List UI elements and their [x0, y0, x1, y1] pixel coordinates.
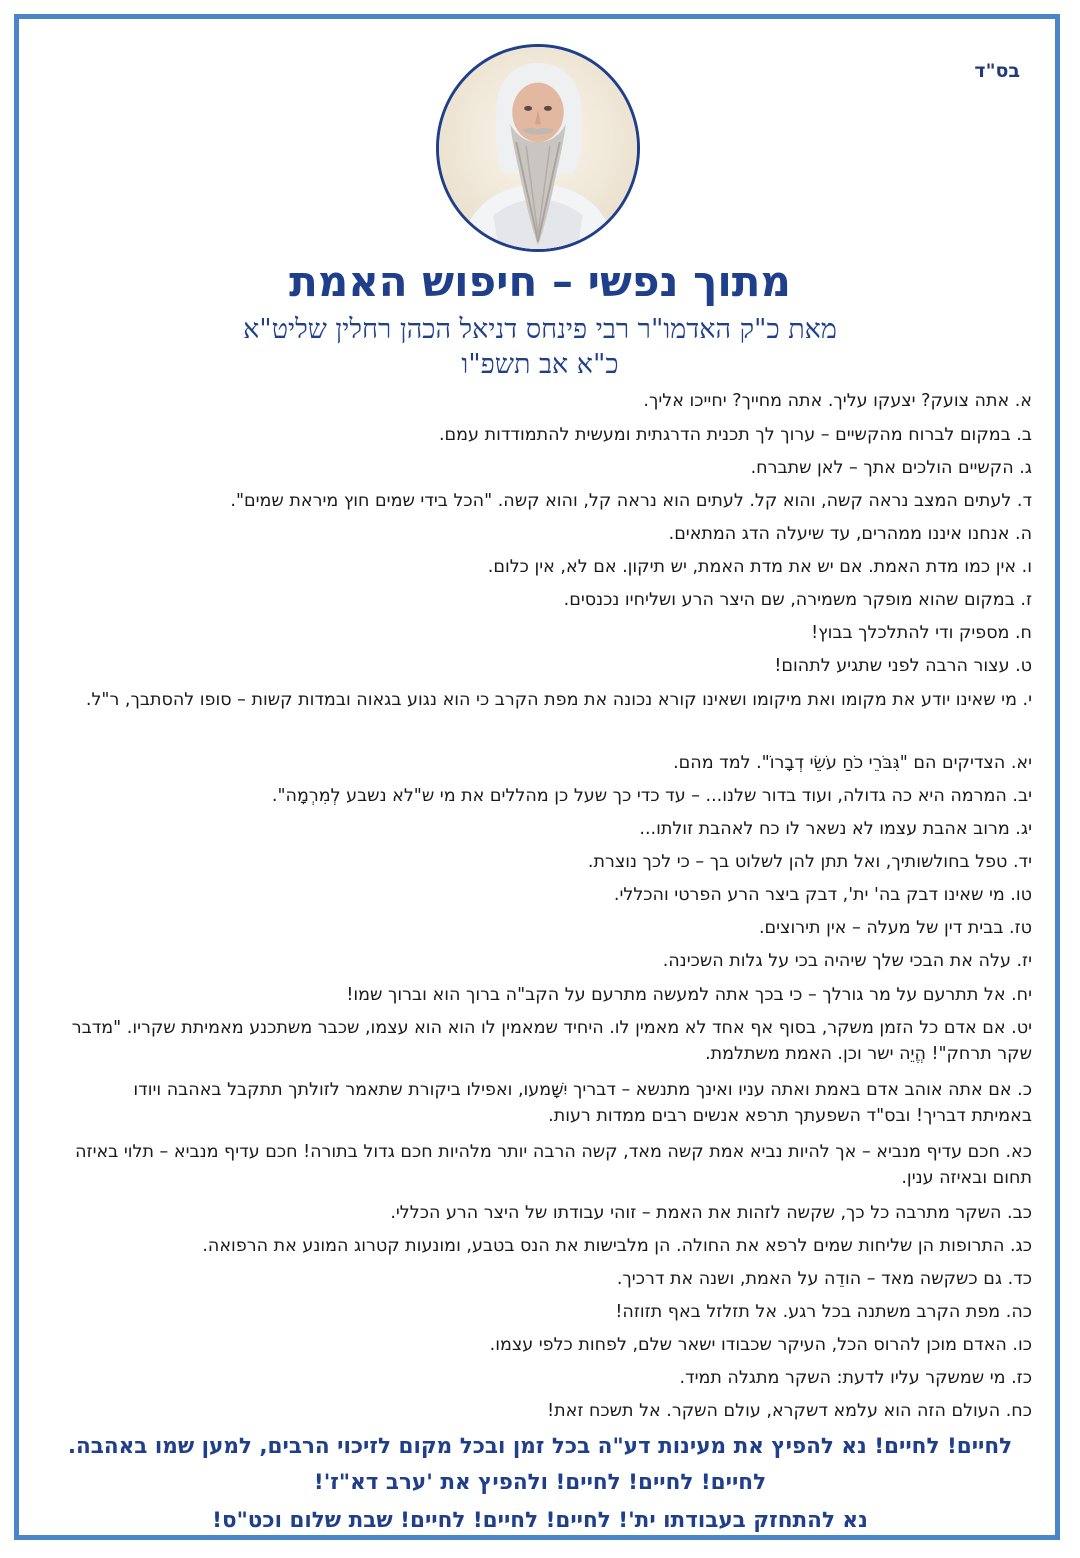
list-item: ה. אנחנו איננו ממהרים, עד שיעלה הדג המתאים. [668, 524, 1032, 544]
list-item: כד. גם כשקשה מאד – הודֵה על האמת, ושנה את דרכיך. [616, 1269, 1032, 1289]
portrait-photo [436, 44, 640, 252]
list-item: יט. אם אדם כל הזמן משקר, בסוף אף אחד לא מאמין לו. היחיד שמאמין לו הוא הוא עצמו, שכבר משתכנע מאמיתת שקריו. "מדבר שקר תרחק"! הֱיֵה ישר וכן. האמת משתלמת. [71, 1018, 1032, 1064]
list-item: ד. לעתים המצב נראה קשה, והוא קל. לעתים הוא נראה קל, והוא קשה. "הכל בידי שמים חוץ מיראת שמים". [230, 491, 1032, 511]
list-item: טז. בבית דין של מעלה – אין תירוצים. [758, 918, 1032, 938]
list-item: טו. מי שאינו דבק בה' ית', דבק ביצר הרע הפרטי והכללי. [613, 885, 1032, 905]
footer-line-2: לחיים! לחיים! לחיים! ולהפיץ את 'ערב דא"ז'! [313, 1470, 767, 1495]
author-subtitle: מאת כ"ק האדמו"ר רבי פינחס דניאל הכהן רחלין שליט"א [243, 314, 837, 345]
footer-line-1: לחיים! לחיים! נא להפיץ את מעינות דע"ה בכל זמן ובכל מקום לזיכוי הרבים, למען שמו באהבה. [67, 1434, 1013, 1459]
list-item: כח. העולם הזה הוא עלמא דשקרא, עולם השקר. אל תשכח זאת! [547, 1401, 1032, 1421]
list-item: יג. מרוב אהבת עצמו לא נשאר לו כח לאהבת זולתו... [639, 819, 1032, 839]
list-item: יז. עלה את הבכי שלך שיהיה בכי על גלות השכינה. [662, 951, 1032, 971]
page-title: מתוך נפשי – חיפוש האמת [289, 257, 791, 306]
list-item: כו. האדם מוכן להרוס הכל, העיקר שכבודו ישאר שלם, לפחות כלפי עצמו. [489, 1335, 1032, 1355]
footer-line-3: נא להתחזק בעבודתו ית'! לחיים! לחיים! לחיים! שבת שלום וכט"ס! [212, 1508, 868, 1533]
list-item: כג. התרופות הן שליחות שמים לרפא את החולה. הן מלבישות את הנס בטבע, ומונעות קטרוג המונע את הרפואה. [202, 1236, 1032, 1256]
date-subtitle: כ"א אב תשפ"ו [461, 349, 619, 380]
list-item: ו. אין כמו מדת האמת. אם יש את מדת האמת, יש תיקון. אם לא, אין כלום. [487, 557, 1032, 577]
list-item: יב. המרמה היא כה גדולה, ועוד בדור שלנו... – עד כדי כך שעל כן מהללים את מי ש"לא נשבע לְמִרְמָה". [271, 786, 1032, 806]
list-item: כא. חכם עדיף מנביא – אך להיות נביא אמת קשה מאד, קשה הרבה יותר מלהיות חכם גדול בתורה! חכם עדיף מנביא – תלוי באיזה תחום ובאיזה ענין. [75, 1142, 1032, 1188]
list-item: יד. טפל בחולשותיך, ואל תתן להן לשלוט בך – כי לכך נוצרת. [587, 852, 1032, 872]
list-item: יח. אל תתרעם על מר גורלך – כי בכך אתה למעשה מתרעם על הקב"ה ברוך הוא וברוך שמו! [346, 985, 1032, 1005]
list-item: ג. הקשיים הולכים אתך – לאן שתברח. [750, 458, 1032, 478]
list-item: כב. השקר מתרבה כל כך, שקשה לזהות את האמת – זוהי עבודתו של היצר הרע הכללי. [390, 1203, 1032, 1223]
list-item: כ. אם אתה אוהב אדם באמת ואתה עניו ואינך מתנשא – דבריך יִשָּׁמעו, ואפילו ביקורת שתאמר לזולתך תתקבל באהבה ויודו באמיתת דבריך! ובס"ד השפעתך תרפא אנשים רבים ממדות רעות. [133, 1080, 1032, 1126]
list-item: א. אתה צועק? יצעקו עליך. אתה מחייך? יחייכו אליך. [643, 391, 1032, 411]
list-item: ז. במקום שהוא מופקר משמירה, שם היצר הרע ושליחיו נכנסים. [563, 590, 1032, 610]
list-item: יא. הצדיקים הם "גִּבֹּרֵי כֹחַ עֹשֵׂי דְבָרוֹ". למד מהם. [673, 753, 1032, 773]
list-item: ח. מספיק ודי להתלכלך בבוץ! [811, 623, 1032, 643]
list-item: ב. במקום לברוח מהקשיים – ערוך לך תכנית הדרגתית ומעשית להתמודדות עמם. [438, 425, 1032, 445]
portrait-photo-icon [439, 47, 637, 249]
list-item: כה. מפת הקרב משתנה בכל רגע. אל תזלזל באף תזוזה! [615, 1302, 1032, 1322]
bsd-header: בס"ד [974, 60, 1020, 82]
list-item: י. מי שאינו יודע את מקומו ואת מיקומו ושאינו קורא נכונה את מפת הקרב כי הוא נגוע בגאוה ובמדות קשות – סופו להסתבך, ר"ל. [85, 690, 1032, 710]
list-item: כז. מי שמשקר עליו לדעת: השקר מתגלה תמיד. [679, 1368, 1032, 1388]
list-item: ט. עצור הרבה לפני שתגיע לתהום! [774, 656, 1032, 676]
